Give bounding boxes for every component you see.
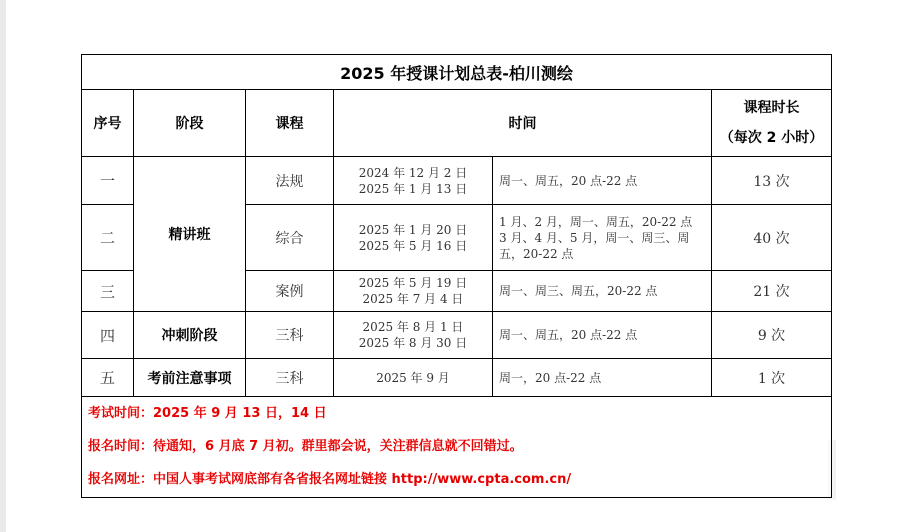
schedule-text (493, 205, 712, 271)
session-count: 13 次 (712, 157, 832, 205)
course-name: 综合 (246, 205, 334, 271)
course-name: 三科 (246, 312, 334, 359)
row-index: 五 (82, 359, 134, 397)
date-start: 2025 年 9 月 (376, 370, 450, 385)
header-row (82, 90, 832, 157)
schedule-text (493, 271, 712, 312)
table-row (82, 157, 832, 205)
schedule-text (493, 359, 712, 397)
session-count: 9 次 (712, 312, 832, 359)
course-name: 案例 (246, 271, 334, 312)
table-row (82, 312, 832, 359)
date-end: 2025 年 5 月 16 日 (358, 238, 468, 253)
row-index: 二 (82, 205, 134, 271)
notes-cell (82, 397, 832, 498)
schedule-line: 3 月、4 月、5 月，周一、周三、周 (499, 230, 690, 245)
schedule-line: 周一、周五，20 点-22 点 (499, 173, 638, 188)
session-count: 21 次 (712, 271, 832, 312)
schedule-line: 周一，20 点-22 点 (499, 370, 602, 385)
date-end: 2025 年 8 月 30 日 (358, 336, 468, 350)
date-end: 2025 年 1 月 13 日 (358, 181, 468, 196)
date-range (334, 312, 493, 359)
session-count: 40 次 (712, 205, 832, 271)
header-stage: 阶段 (134, 90, 246, 157)
header-course: 课程 (246, 90, 334, 157)
registration-url-note[interactable]: 报名网址：中国人事考试网底部有各省报名网址链接 http://www.cpta.com.cn/ (88, 472, 572, 487)
stage-sprint: 冲刺阶段 (134, 312, 246, 359)
schedule-line: 周一、周五，20 点-22 点 (499, 328, 638, 342)
schedule-line: 五，20-22 点 (499, 246, 574, 261)
course-name: 法规 (246, 157, 334, 205)
date-end: 2025 年 7 月 4 日 (362, 292, 464, 306)
table-row (82, 359, 832, 397)
date-start: 2024 年 12 月 2 日 (358, 165, 468, 180)
page-edge (0, 0, 6, 532)
date-range (334, 205, 493, 271)
schedule-text (493, 312, 712, 359)
stage-intensive: 精讲班 (134, 157, 246, 312)
header-duration (712, 90, 832, 157)
schedule-line: 周一、周三、周五，20-22 点 (499, 284, 658, 298)
header-time: 时间 (334, 90, 712, 157)
schedule-text (493, 157, 712, 205)
schedule-line: 1 月、2 月，周一、周五，20-22 点 (499, 214, 693, 229)
date-range (334, 157, 493, 205)
header-duration-line2: （每次 2 小时） (719, 130, 824, 146)
date-start: 2025 年 5 月 19 日 (358, 276, 468, 290)
row-index: 一 (82, 157, 134, 205)
header-duration-line1: 课程时长 (743, 100, 800, 116)
row-index: 四 (82, 312, 134, 359)
stage-pre-exam: 考前注意事项 (134, 359, 246, 397)
registration-time-note: 报名时间：待通知，6 月底 7 月初。群里都会说，关注群信息就不回错过。 (88, 439, 523, 454)
schedule-table (81, 54, 832, 498)
row-index: 三 (82, 271, 134, 312)
date-range (334, 359, 493, 397)
exam-date-note: 考试时间：2025 年 9 月 13 日，14 日 (88, 406, 327, 421)
course-name: 三科 (246, 359, 334, 397)
table-title: 2025 年授课计划总表-柏川测绘 (82, 55, 832, 90)
header-index: 序号 (82, 90, 134, 157)
session-count: 1 次 (712, 359, 832, 397)
date-start: 2025 年 1 月 20 日 (358, 222, 468, 237)
date-start: 2025 年 8 月 1 日 (362, 320, 464, 334)
date-range (334, 271, 493, 312)
